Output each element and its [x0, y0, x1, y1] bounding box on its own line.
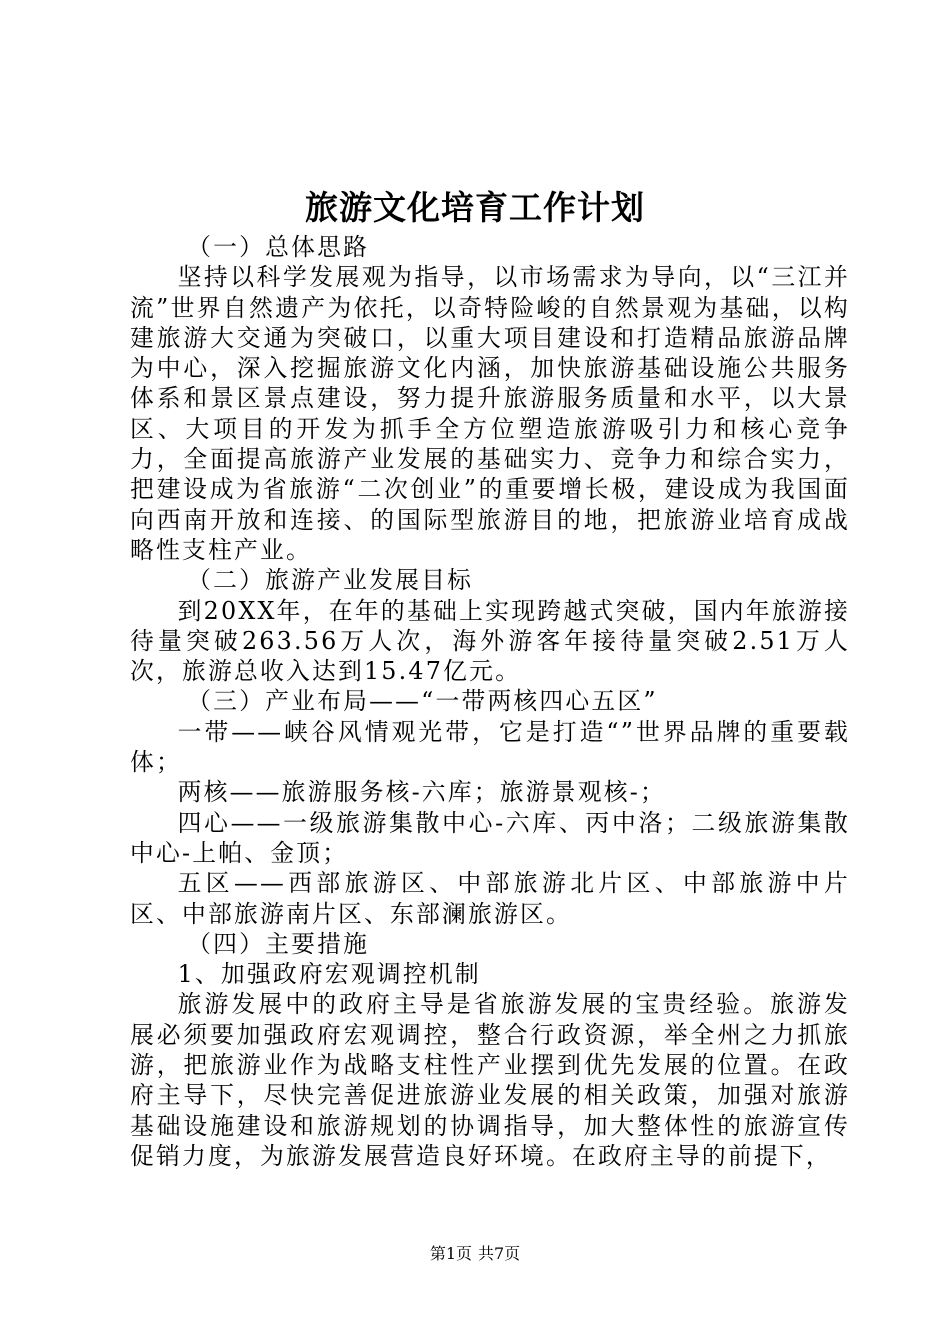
section-heading: （三）产业布局——“一带两核四心五区” — [187, 687, 658, 716]
page-count: 共7页 — [478, 1244, 521, 1263]
page-number: 第1页 — [429, 1244, 472, 1263]
page-footer — [0, 1244, 950, 1264]
section-heading: （四）主要措施 — [187, 929, 370, 958]
body-paragraph: 旅游发展中的政府主导是省旅游发展的宝贵经验。旅游发展必须要加强政府宏观调控，整合行政资源，举全州之力抓旅游，把旅游业作为战略支柱性产业摆到优先发展的位置。在政府主导下，尽快完善促进旅游业发展的相关政策，加强对旅游基础设施建设和旅游规划的协调指导，加大整体性的旅游宣传促销力度，为旅游发展营造良好环境。在政府主导的前提下， — [130, 990, 850, 1170]
body-paragraph: 到20XX年，在年的基础上实现跨越式突破，国内年旅游接待量突破263.56万人次，海外游客年接待量突破2.51万人次，旅游总收入达到15.47亿元。 — [130, 596, 850, 686]
body-paragraph: 一带——峡谷风情观光带，它是打造“”世界品牌的重要载体； — [130, 717, 850, 777]
body-paragraph: 四心——一级旅游集散中心-六库、丙中洛；二级旅游集散中心-上帕、金顶； — [130, 808, 850, 867]
body-paragraph: 坚持以科学发展观为指导，以市场需求为导向，以“三江并流”世界自然遗产为依托，以奇特险峻的自然景观为基础，以构建旅游大交通为突破口，以重大项目建设和打造精品旅游品牌为中心，深入挖掘旅游文化内涵，加快旅游基础设施公共服务体系和景区景点建设，努力提升旅游服务质量和水平，以大景区、大项目的开发为抓手全方位塑造旅游吸引力和核心竞争力，全面提高旅游产业发展的基础实力、竞争力和综合实力，把建设成为省旅游“二次创业”的重要增长极，建设成为我国面向西南开放和连接、的国际型旅游目的地，把旅游业培育成战略性支柱产业。 — [130, 263, 850, 564]
document-body — [130, 232, 850, 1171]
body-paragraph: 五区——西部旅游区、中部旅游北片区、中部旅游中片区、中部旅游南片区、东部澜旅游区。 — [130, 869, 850, 928]
document-title: 旅游文化培育工作计划 — [305, 188, 645, 227]
body-paragraph: 两核——旅游服务核-六库；旅游景观核-； — [177, 778, 667, 807]
subsection-heading: 1、加强政府宏观调控机制 — [177, 960, 481, 989]
section-heading: （一）总体思路 — [187, 233, 370, 261]
section-heading: （二）旅游产业发展目标 — [187, 566, 474, 595]
